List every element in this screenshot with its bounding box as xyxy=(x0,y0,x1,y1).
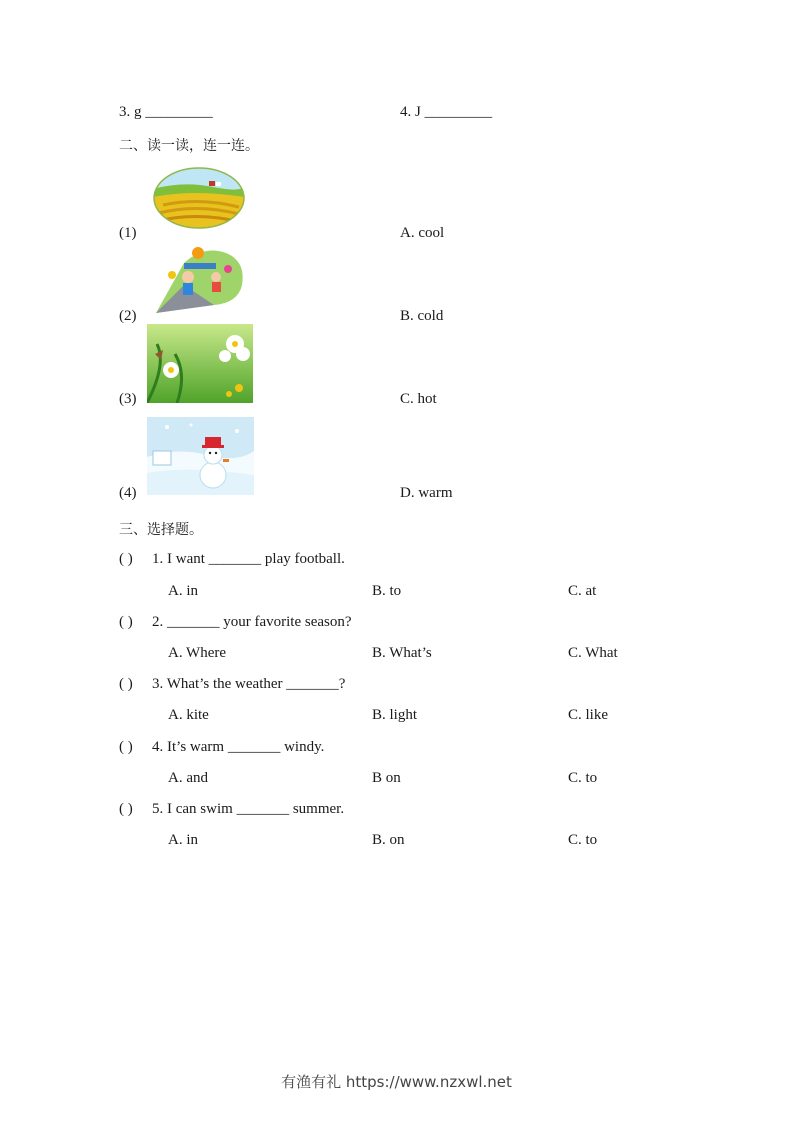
question-5-option-c: C. to xyxy=(568,832,598,848)
question-4-option-c: C. to xyxy=(568,770,598,786)
question-2-option-c: C. What xyxy=(568,645,618,661)
spring-flowers-picture xyxy=(147,324,253,403)
item-3: 3. g _________ xyxy=(119,104,213,120)
question-4-text: 4. It’s warm _______ windy. xyxy=(152,739,325,755)
row-2-number: (2) xyxy=(119,308,137,324)
option-b: B. cold xyxy=(400,308,444,324)
question-3-option-a: A. kite xyxy=(168,707,209,723)
section2-title: 二、读一读，连一连。 xyxy=(119,138,259,154)
question-4-option-b: B on xyxy=(372,770,401,786)
row-4-number: (4) xyxy=(119,485,137,501)
option-c: C. hot xyxy=(400,391,437,407)
row-3-number: (3) xyxy=(119,391,137,407)
question-1-text: 1. I want _______ play football. xyxy=(152,551,345,567)
question-3-text: 3. What’s the weather _______? xyxy=(152,676,346,692)
question-2-option-a: A. Where xyxy=(168,645,227,661)
question-4-bracket: ( ) xyxy=(119,739,133,755)
question-5-text: 5. I can swim _______ summer. xyxy=(152,801,345,817)
autumn-field-picture xyxy=(153,167,245,229)
question-2-option-b: B. What’s xyxy=(372,645,432,661)
question-1-option-b: B. to xyxy=(372,583,402,599)
row-1-number: (1) xyxy=(119,225,137,241)
question-4-option-a: A. and xyxy=(168,770,208,786)
question-3-option-c: C. like xyxy=(568,707,608,723)
question-1-option-c: C. at xyxy=(568,583,597,599)
question-2-text: 2. _______ your favorite season? xyxy=(152,614,352,630)
question-5-option-a: A. in xyxy=(168,832,198,848)
question-2-bracket: ( ) xyxy=(119,614,133,630)
question-1-bracket: ( ) xyxy=(119,551,133,567)
option-a: A. cool xyxy=(400,225,445,241)
summer-kids-picture xyxy=(154,245,246,315)
footer-watermark: 有渔有礼 https://www.nzxwl.net xyxy=(281,1073,512,1091)
question-5-option-b: B. on xyxy=(372,832,405,848)
question-5-bracket: ( ) xyxy=(119,801,133,817)
option-d: D. warm xyxy=(400,485,453,501)
item-4: 4. J _________ xyxy=(400,104,493,120)
question-1-option-a: A. in xyxy=(168,583,198,599)
question-3-option-b: B. light xyxy=(372,707,418,723)
winter-snowman-picture xyxy=(147,417,254,495)
question-3-bracket: ( ) xyxy=(119,676,133,692)
section3-title: 三、选择题。 xyxy=(119,522,203,538)
